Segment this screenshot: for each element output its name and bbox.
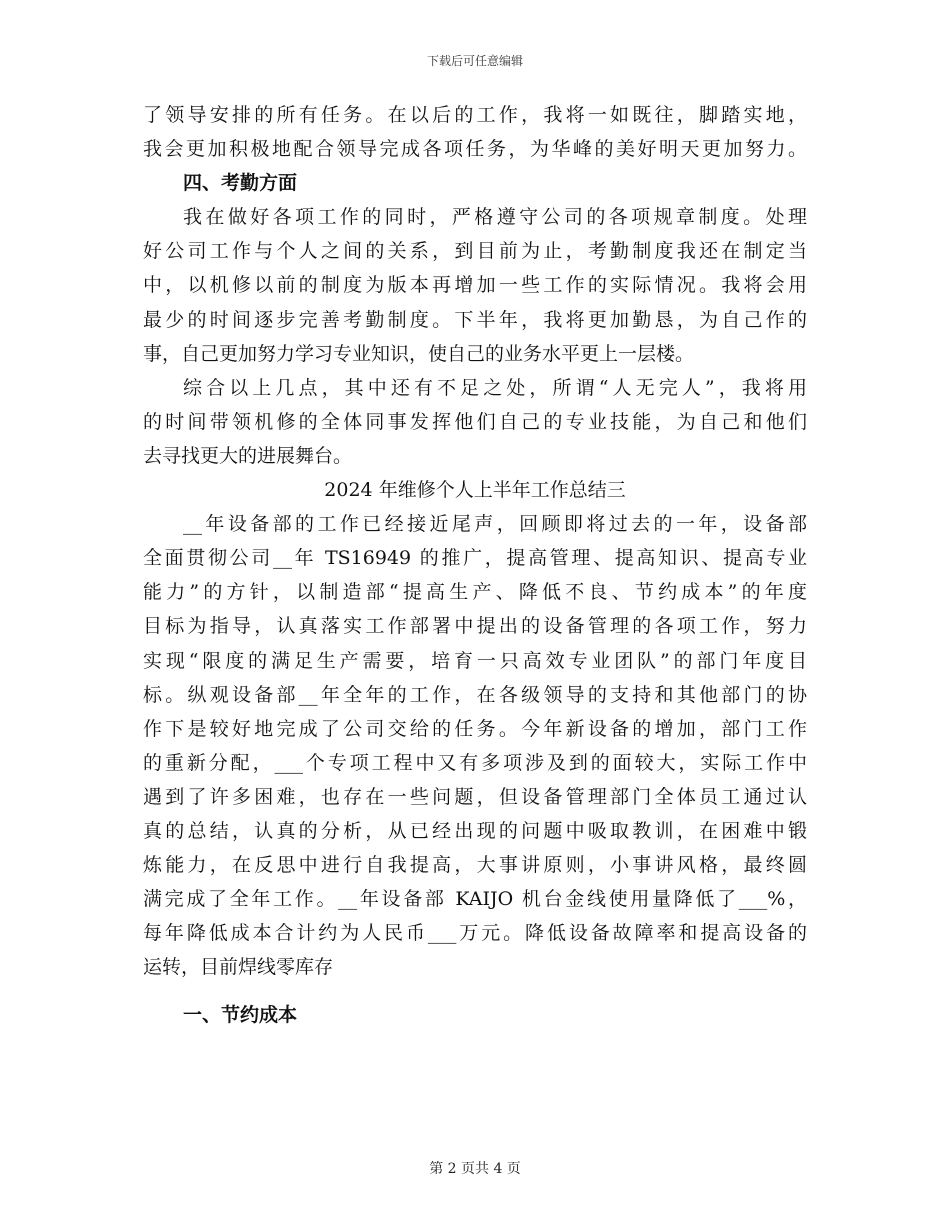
text-line: 目标为指导，认真落实工作部署中提出的设备管理的各项工作，努力 [143,615,807,638]
section-heading: 一、节约成本 [183,1004,298,1027]
text-line: 了领导安排的所有任务。在以后的工作，我将一如既往，脚踏实地， [143,104,807,126]
text-line: 事，自己更加努力学习专业知识，使自己的业务水平更上一层楼。 [143,342,695,365]
text-line: 中，以机修以前的制度为版本再增加一些工作的实际情况。我将会用 [143,274,807,297]
text-line: 综合以上几点，其中还有不足之处，所谓“人无完人”，我将用 [183,376,807,399]
text-line: 标。纵观设备部__年全年的工作，在各级领导的支持和其他部门的协 [143,683,807,706]
text-line: 遇到了许多困难，也存在一些问题，但设备管理部门全体员工通过认 [143,785,807,808]
text-line: 实现“限度的满足生产需要，培育一只高效专业团队”的部门年度目 [143,649,807,672]
paragraph-gap [143,984,807,998]
text-line: __年设备部的工作已经接近尾声，回顾即将过去的一年，设备部 [183,513,807,536]
page-header: 下载后可任意编辑 [426,54,523,68]
text-line: 的时间带领机修的全体同事发挥他们自己的专业技能，为自己和他们 [143,410,807,433]
text-line: 好公司工作与个人之间的关系，到目前为止，考勤制度我还在制定当 [143,240,807,263]
section-heading: 四、考勤方面 [183,172,298,195]
text-line: 最少的时间逐步完善考勤制度。下半年，我将更加勤恳，为自己作的 [143,308,807,331]
text-line: 作下是较好地完成了公司交给的任务。今年新设备的增加，部门工作 [143,717,807,740]
page-footer: 第 2 页共 4 页 [429,1161,521,1177]
text-line: 每年降低成本合计约为人民币___万元。降低设备故障率和提高设备的 [143,922,807,945]
text-line: 全面贯彻公司__年 TS16949 的推广，提高管理、提高知识、提高专业 [143,547,807,570]
text-line: 去寻找更大的进展舞台。 [143,444,353,467]
text-line: 能力”的方针，以制造部“提高生产、降低不良、节约成本”的年度 [143,581,807,604]
document-body [143,98,807,1033]
text-line: 真的总结，认真的分析，从已经出现的问题中吸取教训，在困难中锻 [143,819,807,842]
text-line: 我在做好各项工作的同时，严格遵守公司的各项规章制度。处理 [183,206,807,229]
text-line: 的重新分配，___个专项工程中又有多项涉及到的面较大，实际工作中 [143,751,807,774]
text-line: 满完成了全年工作。__年设备部 KAIJO 机台金线使用量降低了___%， [143,888,807,911]
document-title: 2024 年维修个人上半年工作总结三 [324,479,626,502]
text-line: 炼能力，在反思中进行自我提高，大事讲原则，小事讲风格，最终圆 [143,854,807,877]
text-line: 我会更加积极地配合领导完成各项任务，为华峰的美好明天更加努力。 [143,138,807,161]
text-line: 运转，目前焊线零库存 [143,956,334,979]
